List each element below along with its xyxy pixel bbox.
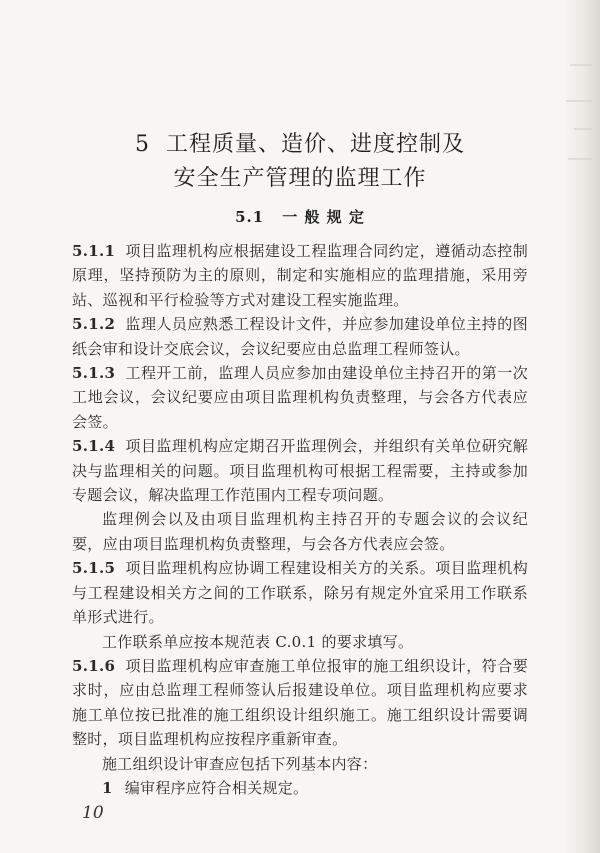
section-title xyxy=(0,206,600,227)
clause-text: 工程开工前，监理人员应参加由建设单位主持召开的第一次工地会议，会议纪要应由项目监理机构负责整理，与会各方代表应会签。 xyxy=(72,364,528,431)
clause-5-1-2 xyxy=(72,312,528,361)
clause-5-1-1 xyxy=(72,239,528,312)
clause-5-1-4 xyxy=(72,434,528,507)
clause-number: 5.1.4 xyxy=(72,437,116,456)
chapter-title xyxy=(120,128,480,196)
clause-number: 5.1.5 xyxy=(72,559,116,578)
clause-5-1-4-paragraph-2 xyxy=(72,507,528,556)
clause-number: 5.1.3 xyxy=(72,364,116,383)
clause-number: 5.1.2 xyxy=(72,315,116,334)
chapter-number: 5 xyxy=(134,132,150,157)
list-item-number: 1 xyxy=(102,778,113,797)
list-item-text: 编审程序应符合相关规定。 xyxy=(124,778,309,797)
clause-text: 施工组织设计审查应包括下列基本内容： xyxy=(102,754,378,773)
chapter-title-text-1: 工程质量、造价、进度控制及 xyxy=(165,132,465,157)
clause-5-1-6-paragraph-2 xyxy=(72,752,528,776)
bleed-through-mark xyxy=(574,128,592,130)
clause-text: 项目监理机构应根据建设工程监理合同约定，遵循动态控制原理，坚持预防为主的原则，制定和实施相应的监理措施，采用旁站、巡视和平行检验等方式对建设工程实施监理。 xyxy=(72,242,528,309)
clause-number: 5.1.6 xyxy=(72,656,116,675)
chapter-title-line-2: 安全生产管理的监理工作 xyxy=(173,166,427,191)
list-item xyxy=(72,776,528,800)
page-number: 10 xyxy=(82,803,104,823)
bleed-through-mark xyxy=(570,64,592,66)
clause-text: 监理例会以及由项目监理机构主持召开的专题会议的会议纪要，应由项目监理机构负责整理，与会各方代表应会签。 xyxy=(72,510,528,553)
chapter-title-line-1 xyxy=(120,128,480,162)
bleed-through-mark xyxy=(566,100,592,102)
clause-text: 项目监理机构应协调工程建设相关方的关系。项目监理机构与工程建设相关方之间的工作联系，除另有规定外宜采用工作联系单形式进行。 xyxy=(72,559,528,627)
body-text xyxy=(72,239,528,800)
clause-5-1-3 xyxy=(72,361,528,434)
clause-5-1-5-paragraph-2 xyxy=(72,630,528,654)
clause-text: 监理人员应熟悉工程设计文件，并应参加建设单位主持的图纸会审和设计交底会议，会议纪要应由总监理工程师签认。 xyxy=(72,315,528,358)
clause-5-1-5 xyxy=(72,556,528,629)
clause-text: 项目监理机构应审查施工单位报审的施工组织设计，符合要求时，应由总监理工程师签认后报建设单位。项目监理机构应要求施工单位按已批准的施工组织设计组织施工。施工组织设计需要调整时，项目监理机构应按程序重新审查。 xyxy=(72,656,528,749)
bleed-through-mark xyxy=(568,158,592,160)
section-title-text: 一 般 规 定 xyxy=(282,208,365,226)
clause-5-1-6 xyxy=(72,654,528,752)
clause-number: 5.1.1 xyxy=(72,242,116,260)
clause-text: 工作联系单应按本规范表 C.0.1 的要求填写。 xyxy=(102,632,414,651)
section-number: 5.1 xyxy=(235,208,265,226)
clause-text: 项目监理机构应定期召开监理例会，并组织有关单位研究解决与监理相关的问题。项目监理机构可根据工程需要，主持或参加专题会议，解决监理工作范围内工程专项问题。 xyxy=(72,437,528,505)
